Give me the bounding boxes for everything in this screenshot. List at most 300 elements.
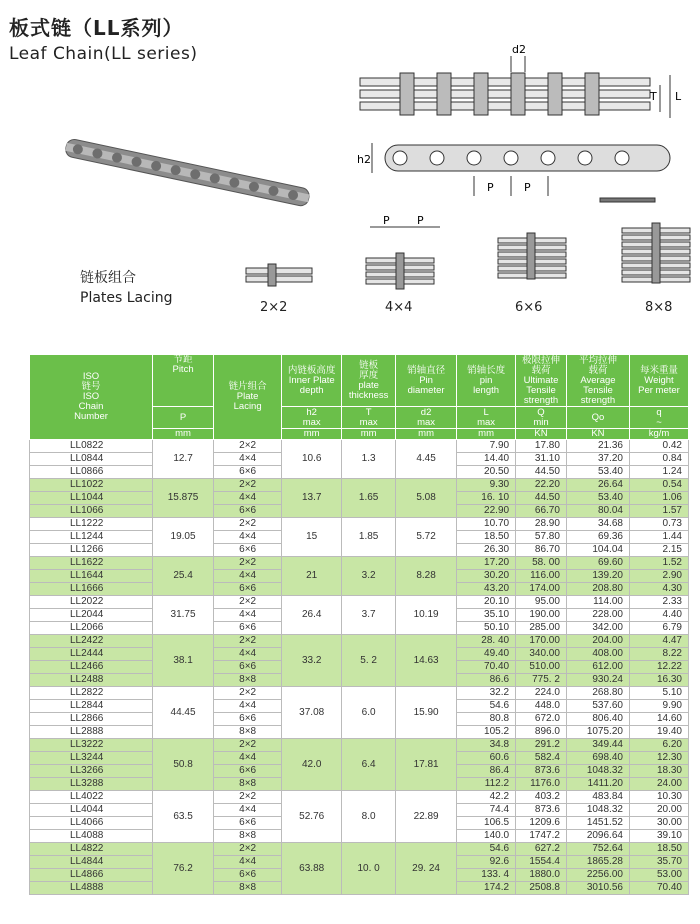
- cell-lacing: 2×2: [214, 518, 282, 531]
- lacing-label-6x6: 6×6: [515, 300, 543, 315]
- cell-lacing: 4×4: [214, 570, 282, 583]
- th-wt: 每米重量 Weight Per meter: [629, 355, 688, 407]
- cell-average-strength: 104.04: [566, 544, 629, 557]
- chain-photo: [64, 138, 310, 207]
- cell-weight: 6.20: [629, 739, 688, 752]
- lacing-8x8-drawing: [622, 223, 690, 283]
- cell-lacing: 8×8: [214, 674, 282, 687]
- cell-weight: 12.30: [629, 752, 688, 765]
- cell-average-strength: 408.00: [566, 648, 629, 661]
- cell-weight: 0.84: [629, 453, 688, 466]
- spec-table-body: [30, 440, 689, 895]
- cell-chain-number: LL2488: [30, 674, 153, 687]
- cell-depth: 63.88: [282, 843, 342, 895]
- lacing-6x6-drawing: [498, 233, 566, 279]
- cell-ultimate-strength: 1554.4: [516, 856, 567, 869]
- cell-ultimate-strength: 672.0: [516, 713, 567, 726]
- cell-ultimate-strength: 1747.2: [516, 830, 567, 843]
- dim-d2: d2: [512, 43, 526, 56]
- cell-pin-length: 22.90: [457, 505, 516, 518]
- cell-ultimate-strength: 31.10: [516, 453, 567, 466]
- cell-chain-number: LL2866: [30, 713, 153, 726]
- cell-pin-length: 28. 40: [457, 635, 516, 648]
- cell-average-strength: 2096.64: [566, 830, 629, 843]
- cell-pin-length: 16. 10: [457, 492, 516, 505]
- th-pin-sym: d2 max: [396, 407, 457, 429]
- cell-ultimate-strength: 1176.0: [516, 778, 567, 791]
- cell-pitch: 15.875: [153, 479, 214, 518]
- cell-weight: 10.30: [629, 791, 688, 804]
- cell-lacing: 2×2: [214, 843, 282, 856]
- cell-ultimate-strength: 627.2: [516, 843, 567, 856]
- cell-average-strength: 3010.56: [566, 882, 629, 895]
- cell-pin-diameter: 22.89: [396, 791, 457, 843]
- cell-ultimate-strength: 95.00: [516, 596, 567, 609]
- cell-chain-number: LL4022: [30, 791, 153, 804]
- th-ult-sym: Q min: [516, 407, 567, 429]
- cell-depth: 26.4: [282, 596, 342, 635]
- cell-pin-length: 70.40: [457, 661, 516, 674]
- cell-pitch: 19.05: [153, 518, 214, 557]
- cell-chain-number: LL2888: [30, 726, 153, 739]
- cell-pitch: 63.5: [153, 791, 214, 843]
- cell-pin-length: 174.2: [457, 882, 516, 895]
- cell-pin-length: 30.20: [457, 570, 516, 583]
- lacing-label-4x4: 4×4: [385, 300, 413, 315]
- cell-ultimate-strength: 896.0: [516, 726, 567, 739]
- cell-ultimate-strength: 291.2: [516, 739, 567, 752]
- cell-thickness: 6.4: [342, 739, 396, 791]
- cell-chain-number: LL4044: [30, 804, 153, 817]
- cell-pin-length: 34.8: [457, 739, 516, 752]
- th-len: 销轴长度 pin length: [457, 355, 516, 407]
- cell-pin-length: 32.2: [457, 687, 516, 700]
- cell-pin-length: 74.4: [457, 804, 516, 817]
- cell-pin-diameter: 10.19: [396, 596, 457, 635]
- cell-lacing: 6×6: [214, 466, 282, 479]
- cell-lacing: 4×4: [214, 752, 282, 765]
- cell-weight: 1.24: [629, 466, 688, 479]
- cell-lacing: 4×4: [214, 700, 282, 713]
- cell-average-strength: 1865.28: [566, 856, 629, 869]
- cell-pin-length: 9.30: [457, 479, 516, 492]
- cell-chain-number: LL4066: [30, 817, 153, 830]
- cell-pin-diameter: 5.72: [396, 518, 457, 557]
- cell-pin-diameter: 4.45: [396, 440, 457, 479]
- cell-chain-number: LL2022: [30, 596, 153, 609]
- lacing-label-2x2: 2×2: [260, 300, 288, 315]
- table-row: [30, 557, 689, 570]
- cell-ultimate-strength: 873.6: [516, 765, 567, 778]
- th-avg-sym: Qo: [566, 407, 629, 429]
- cell-ultimate-strength: 57.80: [516, 531, 567, 544]
- cell-average-strength: 698.40: [566, 752, 629, 765]
- cell-average-strength: 139.20: [566, 570, 629, 583]
- cell-average-strength: 1411.20: [566, 778, 629, 791]
- cell-chain-number: LL2066: [30, 622, 153, 635]
- cell-lacing: 4×4: [214, 856, 282, 869]
- cell-thickness: 10. 0: [342, 843, 396, 895]
- cell-ultimate-strength: 28.90: [516, 518, 567, 531]
- th-avg: 平均拉伸 载荷 Average Tensile strength: [566, 355, 629, 407]
- cell-depth: 13.7: [282, 479, 342, 518]
- cell-average-strength: 53.40: [566, 466, 629, 479]
- cell-ultimate-strength: 582.4: [516, 752, 567, 765]
- cell-weight: 16.30: [629, 674, 688, 687]
- cell-ultimate-strength: 174.00: [516, 583, 567, 596]
- cell-chain-number: LL3244: [30, 752, 153, 765]
- cell-pin-length: 26.30: [457, 544, 516, 557]
- cell-weight: 35.70: [629, 856, 688, 869]
- cell-pin-length: 49.40: [457, 648, 516, 661]
- cell-chain-number: LL3222: [30, 739, 153, 752]
- cell-pin-length: 42.2: [457, 791, 516, 804]
- cell-weight: 14.60: [629, 713, 688, 726]
- cell-lacing: 6×6: [214, 505, 282, 518]
- cell-pitch: 38.1: [153, 635, 214, 687]
- cell-average-strength: 1048.32: [566, 804, 629, 817]
- cell-average-strength: 53.40: [566, 492, 629, 505]
- cell-chain-number: LL4844: [30, 856, 153, 869]
- cell-lacing: 2×2: [214, 635, 282, 648]
- cell-lacing: 6×6: [214, 622, 282, 635]
- page-title: 板式链（LL系列）: [9, 16, 184, 40]
- cell-pin-length: 50.10: [457, 622, 516, 635]
- cell-weight: 24.00: [629, 778, 688, 791]
- cell-weight: 8.22: [629, 648, 688, 661]
- th-depth: 内链板高度 Inner Plate depth: [282, 355, 342, 407]
- cell-weight: 4.30: [629, 583, 688, 596]
- cell-ultimate-strength: 510.00: [516, 661, 567, 674]
- table-row: [30, 596, 689, 609]
- cell-lacing: 6×6: [214, 817, 282, 830]
- cell-ultimate-strength: 22.20: [516, 479, 567, 492]
- cell-average-strength: 349.44: [566, 739, 629, 752]
- cell-thickness: 1.3: [342, 440, 396, 479]
- cell-chain-number: LL4088: [30, 830, 153, 843]
- cell-ultimate-strength: 44.50: [516, 466, 567, 479]
- cell-lacing: 4×4: [214, 609, 282, 622]
- th-pitch: 节距 Pitch: [153, 355, 214, 407]
- cell-chain-number: LL4822: [30, 843, 153, 856]
- dim-P-2: P: [524, 181, 531, 194]
- cell-ultimate-strength: 58. 00: [516, 557, 567, 570]
- cell-weight: 1.06: [629, 492, 688, 505]
- spec-table: [29, 354, 689, 895]
- cell-lacing: 6×6: [214, 583, 282, 596]
- cell-pin-length: 105.2: [457, 726, 516, 739]
- cell-chain-number: LL2822: [30, 687, 153, 700]
- cell-thickness: 1.85: [342, 518, 396, 557]
- cell-pin-diameter: 15.90: [396, 687, 457, 739]
- cell-ultimate-strength: 2508.8: [516, 882, 567, 895]
- th-avg-unit: KN: [566, 429, 629, 440]
- cell-ultimate-strength: 1880.0: [516, 869, 567, 882]
- cell-average-strength: 228.00: [566, 609, 629, 622]
- cell-depth: 10.6: [282, 440, 342, 479]
- cell-average-strength: 34.68: [566, 518, 629, 531]
- th-thick: 链板 厚度 plate thickness: [342, 355, 396, 407]
- cell-average-strength: 537.60: [566, 700, 629, 713]
- th-iso: ISO 链号 ISO Chain Number: [30, 355, 153, 440]
- cell-ultimate-strength: 448.0: [516, 700, 567, 713]
- th-depth-sym: h2 max: [282, 407, 342, 429]
- cell-average-strength: 2256.00: [566, 869, 629, 882]
- cell-lacing: 4×4: [214, 648, 282, 661]
- dim-T: T: [650, 90, 657, 103]
- cell-lacing: 8×8: [214, 778, 282, 791]
- cell-chain-number: LL4888: [30, 882, 153, 895]
- table-row: [30, 739, 689, 752]
- th-ult-unit: KN: [516, 429, 567, 440]
- cell-weight: 1.52: [629, 557, 688, 570]
- th-lacing: 链片组合 Plate Lacing: [214, 355, 282, 440]
- cell-chain-number: LL1222: [30, 518, 153, 531]
- lacing-2x2-drawing: [246, 264, 312, 286]
- cell-weight: 70.40: [629, 882, 688, 895]
- th-pitch-sym: P: [153, 407, 214, 429]
- cell-average-strength: 21.36: [566, 440, 629, 453]
- cell-chain-number: LL0844: [30, 453, 153, 466]
- cell-chain-number: LL1244: [30, 531, 153, 544]
- table-row: [30, 843, 689, 856]
- cell-weight: 5.10: [629, 687, 688, 700]
- page-subtitle: Leaf Chain(LL series): [9, 44, 198, 64]
- cell-average-strength: 204.00: [566, 635, 629, 648]
- cell-ultimate-strength: 224.0: [516, 687, 567, 700]
- cell-pitch: 76.2: [153, 843, 214, 895]
- dim-h2: h2: [357, 153, 371, 166]
- cell-pin-length: 54.6: [457, 700, 516, 713]
- cell-pitch: 31.75: [153, 596, 214, 635]
- cell-chain-number: LL2844: [30, 700, 153, 713]
- cell-pin-length: 86.4: [457, 765, 516, 778]
- cell-average-strength: 114.00: [566, 596, 629, 609]
- cell-lacing: 2×2: [214, 479, 282, 492]
- cell-average-strength: 612.00: [566, 661, 629, 674]
- cell-depth: 15: [282, 518, 342, 557]
- cell-lacing: 2×2: [214, 791, 282, 804]
- cell-pin-length: 20.10: [457, 596, 516, 609]
- cell-chain-number: LL4866: [30, 869, 153, 882]
- cell-average-strength: 268.80: [566, 687, 629, 700]
- cell-ultimate-strength: 340.00: [516, 648, 567, 661]
- cell-average-strength: 69.60: [566, 557, 629, 570]
- cell-average-strength: 1048.32: [566, 765, 629, 778]
- cell-pin-length: 60.6: [457, 752, 516, 765]
- lacing-title-cn: 链板组合: [80, 270, 136, 286]
- th-pin-unit: mm: [396, 429, 457, 440]
- th-len-sym: L max: [457, 407, 516, 429]
- cell-pitch: 44.45: [153, 687, 214, 739]
- cell-weight: 53.00: [629, 869, 688, 882]
- cell-weight: 18.30: [629, 765, 688, 778]
- chain-top-view: [360, 56, 670, 118]
- cell-pin-length: 106.5: [457, 817, 516, 830]
- cell-chain-number: LL1266: [30, 544, 153, 557]
- table-row: [30, 635, 689, 648]
- cell-weight: 1.44: [629, 531, 688, 544]
- cell-pin-length: 35.10: [457, 609, 516, 622]
- cell-average-strength: 483.84: [566, 791, 629, 804]
- cell-pin-diameter: 5.08: [396, 479, 457, 518]
- cell-lacing: 6×6: [214, 869, 282, 882]
- cell-ultimate-strength: 1209.6: [516, 817, 567, 830]
- cell-weight: 39.10: [629, 830, 688, 843]
- cell-ultimate-strength: 190.00: [516, 609, 567, 622]
- cell-chain-number: LL1066: [30, 505, 153, 518]
- cell-thickness: 8.0: [342, 791, 396, 843]
- cell-chain-number: LL2044: [30, 609, 153, 622]
- chain-side-view: [372, 143, 670, 202]
- cell-average-strength: 1075.20: [566, 726, 629, 739]
- cell-lacing: 4×4: [214, 492, 282, 505]
- cell-chain-number: LL1022: [30, 479, 153, 492]
- cell-ultimate-strength: 285.00: [516, 622, 567, 635]
- cell-weight: 2.33: [629, 596, 688, 609]
- cell-lacing: 2×2: [214, 739, 282, 752]
- lacing-label-8x8: 8×8: [645, 300, 673, 315]
- cell-pin-length: 80.8: [457, 713, 516, 726]
- cell-weight: 0.42: [629, 440, 688, 453]
- cell-pitch: 25.4: [153, 557, 214, 596]
- cell-weight: 20.00: [629, 804, 688, 817]
- cell-pin-diameter: 8.28: [396, 557, 457, 596]
- table-row: [30, 479, 689, 492]
- th-thick-sym: T max: [342, 407, 396, 429]
- th-pitch-unit: mm: [153, 429, 214, 440]
- cell-lacing: 2×2: [214, 557, 282, 570]
- table-row: [30, 791, 689, 804]
- cell-chain-number: LL0866: [30, 466, 153, 479]
- cell-lacing: 8×8: [214, 882, 282, 895]
- cell-pin-length: 7.90: [457, 440, 516, 453]
- lacing-dim-P-1: P: [383, 214, 390, 227]
- cell-weight: 19.40: [629, 726, 688, 739]
- cell-pin-length: 54.6: [457, 843, 516, 856]
- cell-weight: 6.79: [629, 622, 688, 635]
- th-depth-unit: mm: [282, 429, 342, 440]
- cell-depth: 33.2: [282, 635, 342, 687]
- cell-depth: 21: [282, 557, 342, 596]
- cell-average-strength: 1451.52: [566, 817, 629, 830]
- cell-lacing: 6×6: [214, 661, 282, 674]
- cell-chain-number: LL1622: [30, 557, 153, 570]
- cell-chain-number: LL1666: [30, 583, 153, 596]
- th-len-unit: mm: [457, 429, 516, 440]
- cell-pin-diameter: 29. 24: [396, 843, 457, 895]
- lacing-4x4-drawing: [366, 227, 440, 289]
- cell-pin-length: 20.50: [457, 466, 516, 479]
- cell-ultimate-strength: 403.2: [516, 791, 567, 804]
- cell-chain-number: LL3288: [30, 778, 153, 791]
- th-pin: 销轴直径 Pin diameter: [396, 355, 457, 407]
- cell-pin-diameter: 17.81: [396, 739, 457, 791]
- cell-lacing: 2×2: [214, 440, 282, 453]
- cell-average-strength: 80.04: [566, 505, 629, 518]
- cell-weight: 0.73: [629, 518, 688, 531]
- cell-lacing: 2×2: [214, 687, 282, 700]
- cell-pin-length: 112.2: [457, 778, 516, 791]
- th-ult: 极限拉伸 载荷 Ultimate Tensile strength: [516, 355, 567, 407]
- cell-depth: 37.08: [282, 687, 342, 739]
- cell-ultimate-strength: 775. 2: [516, 674, 567, 687]
- cell-chain-number: LL1044: [30, 492, 153, 505]
- cell-average-strength: 930.24: [566, 674, 629, 687]
- cell-ultimate-strength: 170.00: [516, 635, 567, 648]
- cell-lacing: 2×2: [214, 596, 282, 609]
- cell-weight: 1.57: [629, 505, 688, 518]
- cell-pin-diameter: 14.63: [396, 635, 457, 687]
- table-row: [30, 440, 689, 453]
- cell-average-strength: 342.00: [566, 622, 629, 635]
- cell-weight: 2.15: [629, 544, 688, 557]
- cell-weight: 0.54: [629, 479, 688, 492]
- cell-weight: 4.47: [629, 635, 688, 648]
- cell-lacing: 8×8: [214, 726, 282, 739]
- cell-depth: 42.0: [282, 739, 342, 791]
- cell-thickness: 5. 2: [342, 635, 396, 687]
- cell-chain-number: LL0822: [30, 440, 153, 453]
- cell-lacing: 6×6: [214, 765, 282, 778]
- cell-chain-number: LL2422: [30, 635, 153, 648]
- cell-thickness: 3.7: [342, 596, 396, 635]
- cell-average-strength: 208.80: [566, 583, 629, 596]
- th-wt-unit: kg/m: [629, 429, 688, 440]
- cell-weight: 2.90: [629, 570, 688, 583]
- cell-chain-number: LL2444: [30, 648, 153, 661]
- cell-average-strength: 37.20: [566, 453, 629, 466]
- cell-lacing: 4×4: [214, 804, 282, 817]
- cell-pin-length: 140.0: [457, 830, 516, 843]
- cell-ultimate-strength: 17.80: [516, 440, 567, 453]
- cell-pin-length: 133. 4: [457, 869, 516, 882]
- cell-weight: 12.22: [629, 661, 688, 674]
- cell-average-strength: 752.64: [566, 843, 629, 856]
- cell-pitch: 50.8: [153, 739, 214, 791]
- th-thick-unit: mm: [342, 429, 396, 440]
- cell-chain-number: LL2466: [30, 661, 153, 674]
- lacing-title-en: Plates Lacing: [80, 290, 173, 306]
- cell-depth: 52.76: [282, 791, 342, 843]
- cell-pitch: 12.7: [153, 440, 214, 479]
- cell-weight: 9.90: [629, 700, 688, 713]
- cell-lacing: 6×6: [214, 713, 282, 726]
- cell-weight: 30.00: [629, 817, 688, 830]
- cell-thickness: 6.0: [342, 687, 396, 739]
- th-wt-sym: q ~: [629, 407, 688, 429]
- cell-lacing: 6×6: [214, 544, 282, 557]
- cell-average-strength: 69.36: [566, 531, 629, 544]
- cell-pin-length: 86.6: [457, 674, 516, 687]
- cell-ultimate-strength: 873.6: [516, 804, 567, 817]
- cell-chain-number: LL3266: [30, 765, 153, 778]
- cell-weight: 4.40: [629, 609, 688, 622]
- lacing-dim-P-2: P: [417, 214, 424, 227]
- cell-ultimate-strength: 44.50: [516, 492, 567, 505]
- cell-lacing: 4×4: [214, 453, 282, 466]
- cell-ultimate-strength: 116.00: [516, 570, 567, 583]
- cell-pin-length: 18.50: [457, 531, 516, 544]
- cell-pin-length: 10.70: [457, 518, 516, 531]
- cell-ultimate-strength: 66.70: [516, 505, 567, 518]
- cell-pin-length: 92.6: [457, 856, 516, 869]
- cell-average-strength: 26.64: [566, 479, 629, 492]
- cell-thickness: 3.2: [342, 557, 396, 596]
- cell-lacing: 4×4: [214, 531, 282, 544]
- cell-thickness: 1.65: [342, 479, 396, 518]
- cell-pin-length: 17.20: [457, 557, 516, 570]
